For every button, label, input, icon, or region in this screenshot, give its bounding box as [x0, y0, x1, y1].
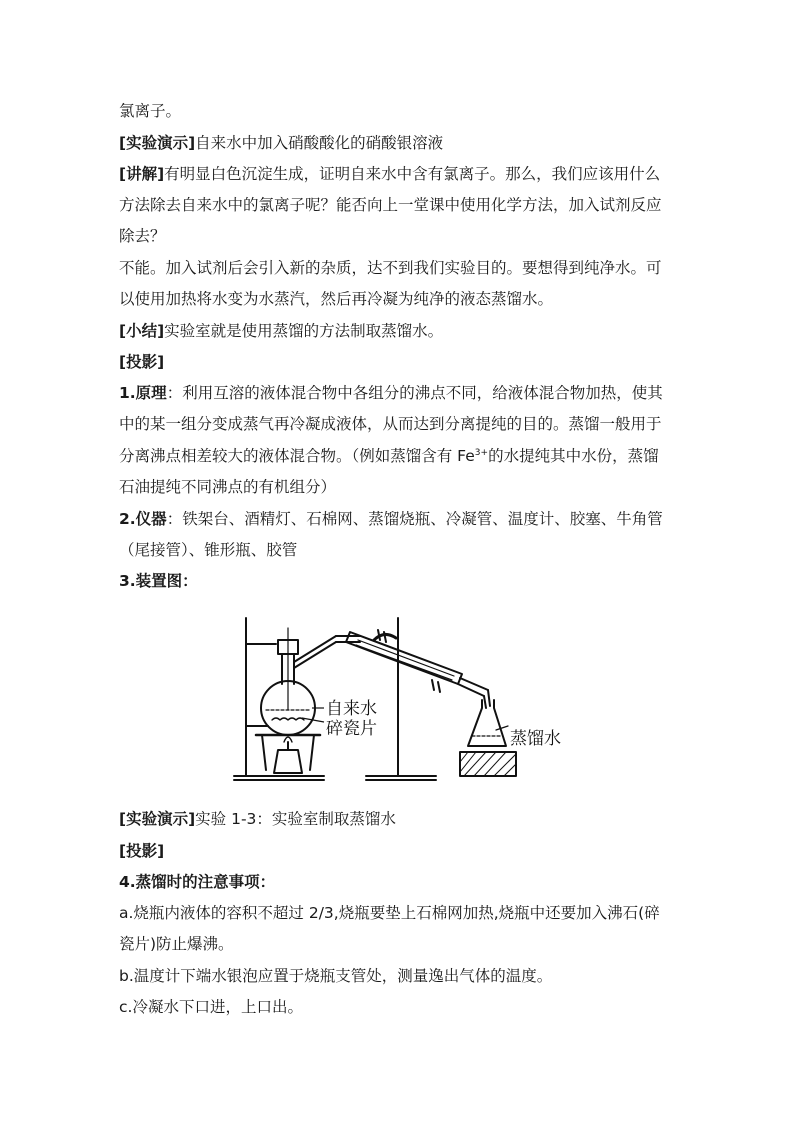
text-line: b.温度计下端水银泡应置于烧瓶支管处，测量逸出气体的温度。: [119, 967, 553, 985]
text-line: [119, 509, 684, 529]
text-line: [119, 133, 684, 153]
apparatus-diagram: [232, 610, 582, 788]
item-heading: 2.仪器: [119, 510, 167, 528]
section-tag: [实验演示]: [119, 134, 196, 152]
text-line: [119, 352, 684, 372]
text-line: [119, 446, 684, 466]
label-distilled-water: 蒸馏水: [510, 729, 561, 749]
line-text: 实验 1-3：实验室制取蒸馏水: [195, 810, 396, 828]
line-text: 的水提纯其中水份，蒸馏: [488, 447, 659, 465]
text-line: [119, 321, 684, 341]
text-line: 以使用加热将水变为水蒸汽，然后再冷凝为纯净的液态蒸馏水。: [119, 290, 554, 308]
text-line: 瓷片)防止爆沸。: [119, 935, 234, 953]
distillation-apparatus-figure: [232, 610, 582, 788]
line-text: ：利用互溶的液体混合物中各组分的沸点不同，给液体混合物加热，使其: [166, 384, 663, 402]
item-heading: 1.原理: [119, 384, 167, 402]
porcelain-chips: [272, 718, 304, 720]
water-inlet: [432, 680, 434, 690]
section-tag: [实验演示]: [119, 810, 196, 828]
adapter: [460, 678, 488, 690]
text-line: [119, 164, 684, 184]
text-line: c.冷凝水下口进，上口出。: [119, 998, 303, 1016]
text-line: [119, 571, 684, 591]
section-tag: [投影]: [119, 353, 165, 371]
text-line: 石油提纯不同沸点的有机组分）: [119, 478, 337, 496]
side-arm: [294, 636, 336, 662]
conical-flask: [468, 700, 506, 746]
section-tag: [投影]: [119, 842, 165, 860]
text-line: [119, 841, 684, 861]
line-text: 有明显白色沉淀生成，证明自来水中含有氯离子。那么，我们应该用什么: [164, 165, 661, 183]
label-tap-water: 自来水: [326, 699, 377, 719]
text-line: 方法除去自来水中的氯离子呢？能否向上一堂课中使用化学方法，加入试剂反应: [119, 196, 662, 214]
text-line: [119, 872, 684, 892]
section-tag: [讲解]: [119, 165, 165, 183]
line-text: 实验室就是使用蒸馏的方法制取蒸馏水。: [164, 322, 444, 340]
text-line: 氯离子。: [119, 102, 182, 120]
text-line: [119, 383, 684, 403]
text-line: 不能。加入试剂后会引入新的杂质，达不到我们实验目的。要想得到纯净水。可: [119, 259, 662, 277]
line-text: 自来水中加入硝酸酸化的硝酸银溶液: [195, 134, 444, 152]
superscript: 3+: [474, 448, 489, 458]
line-text: ：铁架台、酒精灯、石棉网、蒸馏烧瓶、冷凝管、温度计、胶塞、牛角管: [166, 510, 663, 528]
item-heading: 4.蒸馏时的注意事项：: [119, 873, 276, 891]
label-porcelain-chips: 碎瓷片: [326, 719, 377, 739]
text-line: a.烧瓶内液体的容积不超过 2/3,烧瓶要垫上石棉网加热,烧瓶中还要加入沸石(碎: [119, 904, 660, 922]
item-heading: 3.装置图：: [119, 572, 198, 590]
section-tag: [小结]: [119, 322, 165, 340]
text-line: 除去？: [119, 227, 166, 245]
condenser: [346, 632, 462, 684]
text-line: [119, 809, 684, 829]
line-text: 分离沸点相差较大的液体混合物。（例如蒸馏含有 Fe: [119, 447, 475, 465]
text-line: 中的某一组分变成蒸气再冷凝成液体，从而达到分离提纯的目的。蒸馏一般用于: [119, 415, 662, 433]
text-line: （尾接管）、锥形瓶、胶管: [119, 541, 298, 559]
alcohol-lamp: [274, 750, 302, 773]
